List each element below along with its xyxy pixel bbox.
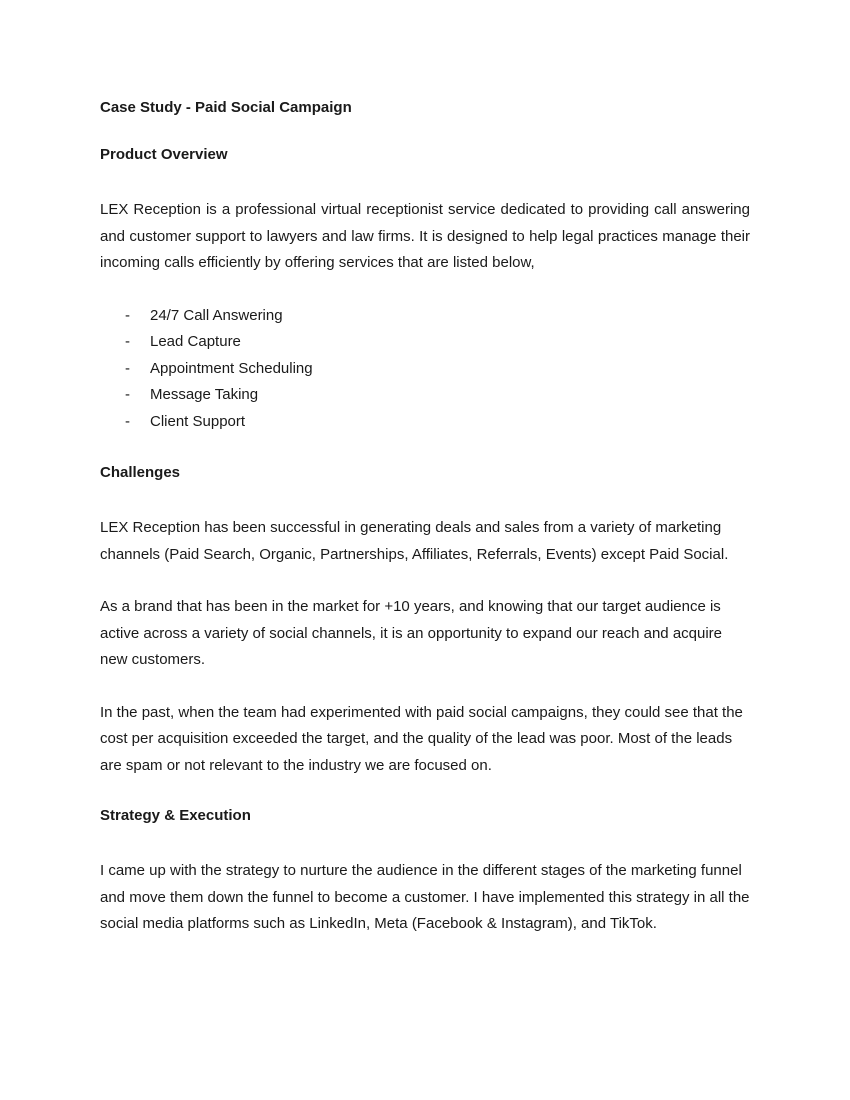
bullet-dash: - <box>125 333 130 350</box>
product-overview-paragraph: LEX Reception is a professional virtual receptionist service dedicated to providing call answering and customer support to lawyers and law firms. It is designed to help legal practices manage their incoming calls efficiently by offering services that are listed below, <box>100 201 750 271</box>
challenges-paragraph: As a brand that has been in the market for +10 years, and knowing that our target audience is active across a variety of social channels, it is an opportunity to expand our reach and acquire new customers. <box>100 598 723 668</box>
bullet-dash: - <box>125 306 130 324</box>
document-body <box>100 97 750 964</box>
service-label: 24/7 Call Answering <box>150 306 283 324</box>
bullet-dash: - <box>125 412 130 430</box>
document-title: Case Study - Paid Social Campaign <box>100 99 352 116</box>
strategy-paragraph: I came up with the strategy to nurture the audience in the different stages of the marketing funnel and move them down the funnel to become a customer. I have implemented this strategy in all the social media platforms such as LinkedIn, Meta (Facebook & Instagram), and TikTok. <box>100 862 750 932</box>
bullet-dash: - <box>125 386 130 403</box>
heading-challenges: Challenges <box>100 464 181 481</box>
list-item <box>100 382 750 409</box>
challenges-paragraph: In the past, when the team had experimented with paid social campaigns, they could see that the cost per acquisition exceeded the target, and the quality of the lead was poor. Most of the leads are spam or not relevant to the industry we are focused on. <box>100 703 743 774</box>
list-item <box>100 329 750 356</box>
heading-product-overview: Product Overview <box>100 146 228 163</box>
list-item <box>100 303 750 330</box>
bullet-dash: - <box>125 359 130 377</box>
service-label: Lead Capture <box>150 333 241 350</box>
service-label: Client Support <box>150 412 246 430</box>
challenges-paragraph: LEX Reception has been successful in generating deals and sales from a variety of marketing channels (Paid Search, Organic, Partnerships, Affiliates, Referrals, Events) except Paid Social. <box>100 519 729 563</box>
list-item <box>100 409 750 436</box>
service-label: Appointment Scheduling <box>150 359 313 377</box>
heading-strategy-execution: Strategy & Execution <box>100 807 251 824</box>
service-label: Message Taking <box>150 386 259 403</box>
list-item <box>100 356 750 383</box>
services-list <box>100 303 750 436</box>
